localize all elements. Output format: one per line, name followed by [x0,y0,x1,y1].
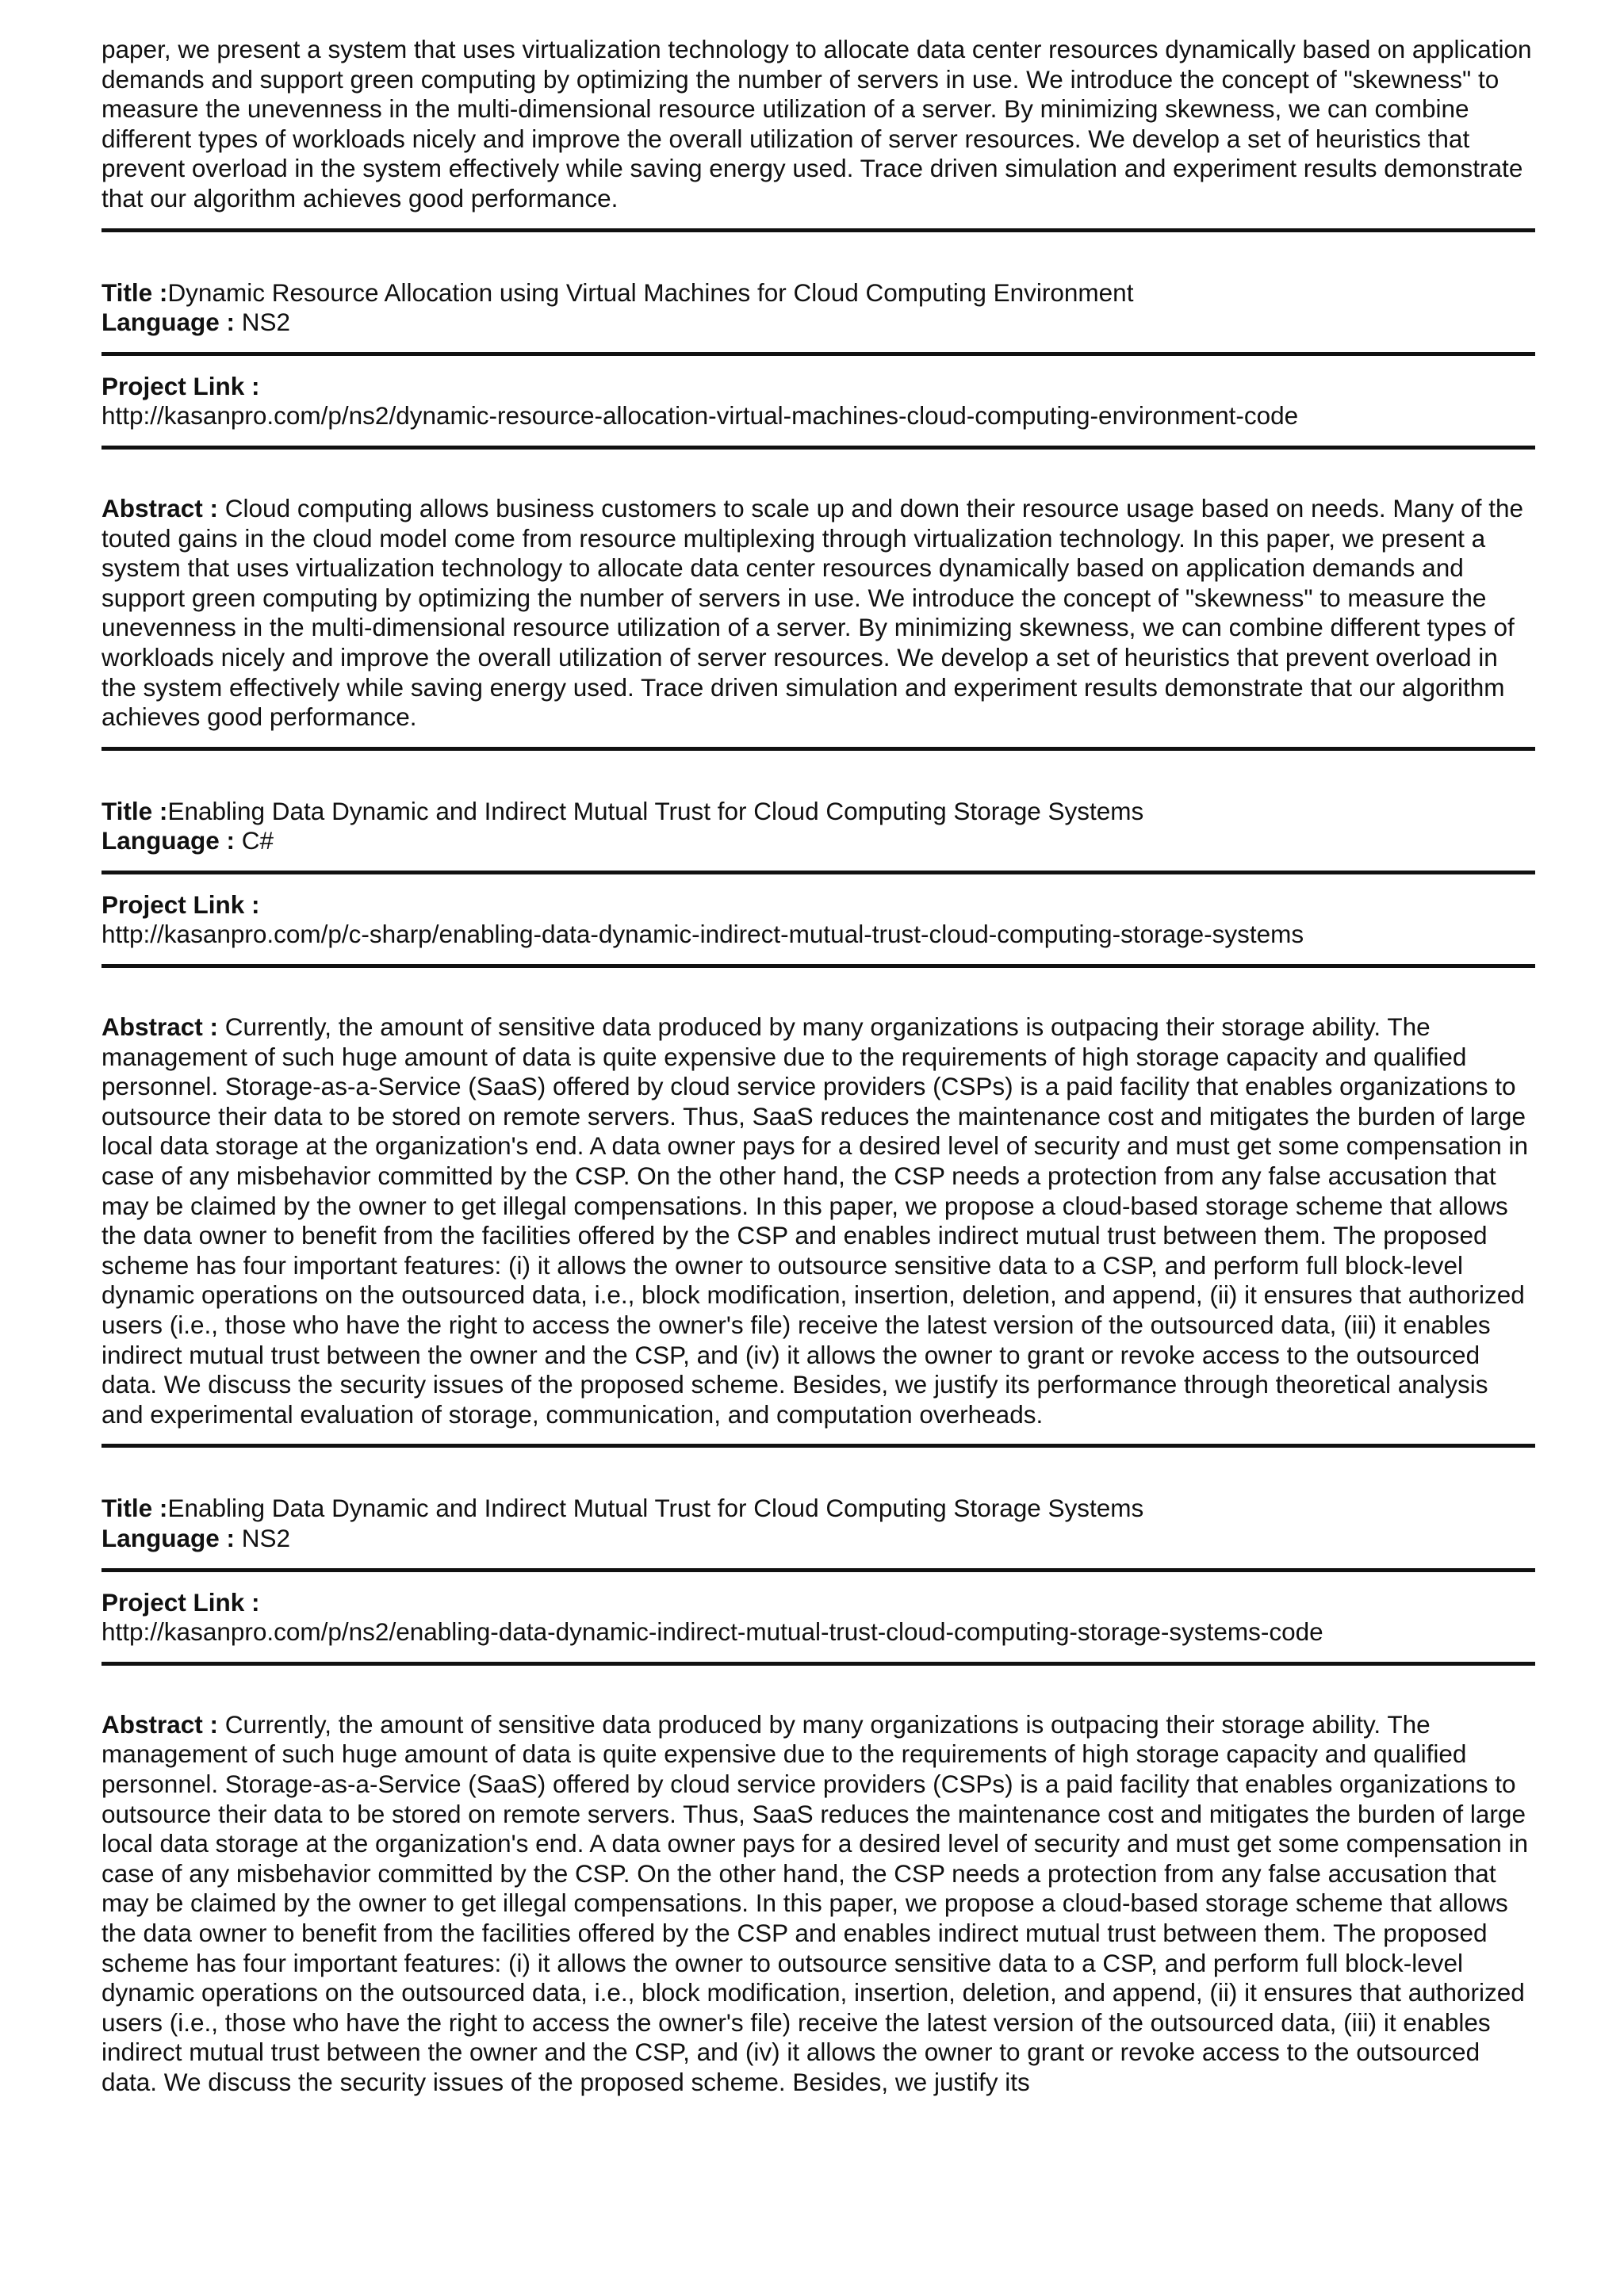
project-entry [102,797,1535,856]
project-title: Enabling Data Dynamic and Indirect Mutual Trust for Cloud Computing Storage Systems [167,796,1144,825]
project-entry [102,278,1535,338]
divider [102,352,1535,356]
language-label: Language : [102,308,236,337]
abstract-label: Abstract : [102,1709,219,1739]
title-label: Title : [102,1494,168,1523]
project-link-block [102,1588,1535,1647]
divider [102,747,1535,751]
project-language: C# [241,826,274,855]
divider [102,1568,1535,1572]
title-label: Title : [102,796,168,825]
divider [102,871,1535,874]
language-line [102,1524,1535,1554]
divider [102,1444,1535,1448]
project-link[interactable]: http://kasanpro.com/p/ns2/enabling-data-dynamic-indirect-mutual-trust-cloud-computing-storage-systems-code [102,1617,1323,1647]
project-link[interactable]: http://kasanpro.com/p/ns2/dynamic-resource-allocation-virtual-machines-cloud-computing-environment-code [102,401,1299,430]
abstract-paragraph [102,494,1535,733]
divider [102,228,1535,232]
previous-abstract-continuation: paper, we present a system that uses virtualization technology to allocate data center resources dynamically based on application demands and support green computing by optimizing the number of servers in use. We introduce the concept of "skewness" to measure the unevenness in the multi-dimensional resource utilization of a server. By minimizing skewness, we can combine different types of workloads nicely and improve the overall utilization of server resources. We develop a set of heuristics that prevent overload in the system effectively while saving energy used. Trace driven simulation and experiment results demonstrate that our algorithm achieves good performance. [102,35,1532,212]
project-link-label: Project Link : [102,890,260,919]
divider [102,964,1535,968]
project-link-block [102,372,1535,431]
abstract-text: Currently, the amount of sensitive data produced by many organizations is outpacing their storage ability. The management of such huge amount of data is quite expensive due to the requirements of high storage capacity and qualified personnel. Storage-as-a-Service (SaaS) offered by cloud service providers (CSPs) is a paid facility that enables organizations to outsource their data to be stored on remote servers. Thus, SaaS reduces the maintenance cost and mitigates the burden of large local data storage at the organization's end. A data owner pays for a desired level of security and must get some compensation in case of any misbehavior committed by the CSP. On the other hand, the CSP needs a protection from any false accusation that may be claimed by the owner to get illegal compensations. In this paper, we propose a cloud-based storage scheme that allows the data owner to benefit from the facilities offered by the CSP and enables indirect mutual trust between them. The proposed scheme has four important features: (i) it allows the owner to outsource sensitive data to a CSP, and perform full block-level dynamic operations on the outsourced data, i.e., block modification, insertion, deletion, and append, (ii) it ensures that authorized users (i.e., those who have the right to access the owner's file) receive the latest version of the outsourced data, (iii) it enables indirect mutual trust between the owner and the CSP, and (iv) it allows the owner to grant or revoke access to the outsourced data. We discuss the security issues of the proposed scheme. Besides, we justify its [102,1709,1529,2096]
abstract-paragraph [102,1710,1535,2098]
divider [102,1662,1535,1666]
project-language: NS2 [241,308,291,337]
title-line [102,278,1535,308]
document-page [102,35,1535,2097]
abstract-label: Abstract : [102,493,219,522]
title-line [102,1494,1535,1524]
abstract-text: Cloud computing allows business customers to scale up and down their resource usage based on needs. Many of the touted gains in the cloud model come from resource multiplexing through virtualization technology. In this paper, we present a system that uses virtualization technology to allocate data center resources dynamically based on application demands and support green computing by optimizing the number of servers in use. We introduce the concept of "skewness" to measure the unevenness in the multi-dimensional resource utilization of a server. By minimizing skewness, we can combine different types of workloads nicely and improve the overall utilization of server resources. We develop a set of heuristics that prevent overload in the system effectively while saving energy used. Trace driven simulation and experiment results demonstrate that our algorithm achieves good performance. [102,493,1523,732]
project-title: Dynamic Resource Allocation using Virtual Machines for Cloud Computing Environment [167,277,1134,307]
project-link-label: Project Link : [102,371,260,400]
project-language: NS2 [241,1523,291,1552]
project-link-block [102,890,1535,950]
project-entry [102,1494,1535,1553]
title-label: Title : [102,277,168,307]
divider [102,446,1535,450]
project-link[interactable]: http://kasanpro.com/p/c-sharp/enabling-data-dynamic-indirect-mutual-trust-cloud-computing-storage-systems [102,920,1304,949]
language-line [102,308,1535,338]
abstract-label: Abstract : [102,1012,219,1042]
language-label: Language : [102,1523,236,1552]
abstract-text: Currently, the amount of sensitive data produced by many organizations is outpacing their storage ability. The management of such huge amount of data is quite expensive due to the requirements of high storage capacity and qualified personnel. Storage-as-a-Service (SaaS) offered by cloud service providers (CSPs) is a paid facility that enables organizations to outsource their data to be stored on remote servers. Thus, SaaS reduces the maintenance cost and mitigates the burden of large local data storage at the organization's end. A data owner pays for a desired level of security and must get some compensation in case of any misbehavior committed by the CSP. On the other hand, the CSP needs a protection from any false accusation that may be claimed by the owner to get illegal compensations. In this paper, we propose a cloud-based storage scheme that allows the data owner to benefit from the facilities offered by the CSP and enables indirect mutual trust between them. The proposed scheme has four important features: (i) it allows the owner to outsource sensitive data to a CSP, and perform full block-level dynamic operations on the outsourced data, i.e., block modification, insertion, deletion, and append, (ii) it ensures that authorized users (i.e., those who have the right to access the owner's file) receive the latest version of the outsourced data, (iii) it enables indirect mutual trust between the owner and the CSP, and (iv) it allows the owner to grant or revoke access to the outsourced data. We discuss the security issues of the proposed scheme. Besides, we justify its performance through theoretical analysis and experimental evaluation of storage, communication, and computation overheads. [102,1012,1529,1429]
project-link-label: Project Link : [102,1587,260,1617]
abstract-paragraph [102,1012,1535,1429]
language-line [102,826,1535,856]
title-line [102,797,1535,827]
language-label: Language : [102,826,236,855]
project-title: Enabling Data Dynamic and Indirect Mutual Trust for Cloud Computing Storage Systems [167,1494,1144,1523]
